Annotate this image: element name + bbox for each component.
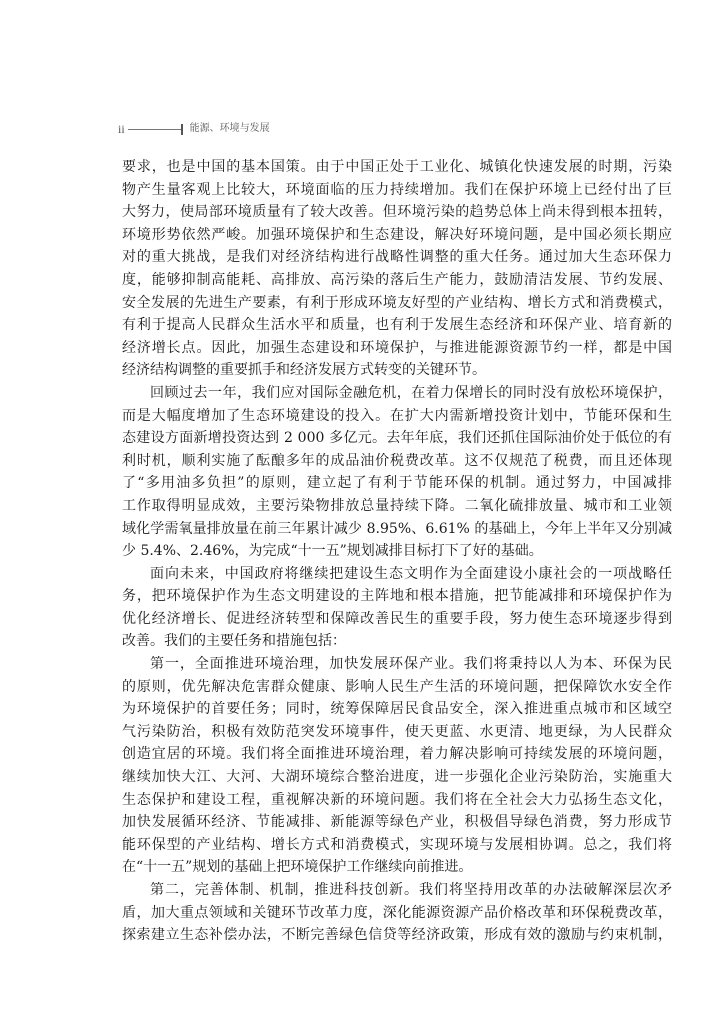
header-bar — [181, 124, 183, 135]
text-line: 对的重大挑战，是我们对经济结构进行战略性调整的重大任务。通过加大生态环保力 — [122, 249, 672, 266]
text-line: 能环保型的产业结构、增长方式和消费模式，实现环境与发展相协调。总之，我们将 — [122, 836, 672, 853]
text-line: 第一，全面推进环境治理，加快发展环保产业。我们将秉持以人为本、环保为民 — [150, 656, 672, 673]
text-line: 生态保护和建设工程，重视解决新的环境问题。我们将在全社会大力弘扬生态文化， — [122, 791, 672, 808]
text-line: 环境形势依然严峻。加强环境保护和生态建设，解决好环境问题，是中国必须长期应 — [122, 226, 672, 243]
text-line: 而是大幅度增加了生态环境建设的投入。在扩大内需新增投资计划中，节能环保和生 — [122, 407, 672, 424]
text-line: 有利于提高人民群众生活水平和质量，也有利于发展生态经济和环保产业、培育新的 — [122, 317, 672, 334]
page-number: ii — [118, 122, 125, 136]
text-line: 了“多用油多负担”的原则，建立起了有利于节能环保的机制。通过努力，中国减排 — [122, 475, 672, 492]
text-line: 度，能够抑制高能耗、高排放、高污染的落后生产能力，鼓励清洁发展、节约发展、 — [122, 271, 672, 288]
text-line: 务，把环境保护作为生态文明建设的主阵地和根本措施，把节能减排和环境保护作为 — [122, 588, 672, 605]
text-line: 大努力，使局部环境质量有了较大改善。但环境污染的趋势总体上尚未得到根本扭转， — [122, 204, 672, 221]
text-line: 优化经济增长、促进经济转型和保障改善民生的重要手段，努力使生态环境逐步得到 — [122, 610, 672, 627]
text-line: 安全发展的先进生产要素，有利于形成环境友好型的产业结构、增长方式和消费模式， — [122, 294, 672, 311]
text-line: 少 5.4%、2.46%，为完成“十一五”规划减排目标打下了好的基础。 — [122, 543, 543, 560]
running-header — [118, 122, 270, 136]
text-line: 加快发展循环经济、节能减排、新能源等绿色产业，积极倡导绿色消费，努力形成节 — [122, 814, 672, 831]
text-line: 为环境保护的首要任务；同时，统筹保障居民食品安全，深入推进重点城市和区域空 — [122, 701, 672, 718]
text-line: 经济增长点。因此，加强生态建设和环境保护，与推进能源资源节约一样，都是中国 — [122, 339, 672, 356]
text-line: 域化学需氧量排放量在前三年累计减少 8.95%、6.61% 的基础上，今年上半年又分别减 — [122, 520, 672, 537]
text-line: 气污染防治，积极有效防范突发环境事件，使天更蓝、水更清、地更绿，为人民群众 — [122, 723, 672, 740]
text-line: 态建设方面新增投资达到 2 000 多亿元。去年年底，我们还抓住国际油价处于低位的有 — [122, 430, 672, 447]
text-line: 第二，完善体制、机制，推进科技创新。我们将坚持用改革的办法破解深层次矛 — [150, 882, 672, 898]
text-line: 面向未来，中国政府将继续把建设生态文明作为全面建设小康社会的一项战略任 — [150, 565, 672, 582]
text-line: 工作取得明显成效，主要污染物排放总量持续下降。二氧化硫排放量、城市和工业领 — [122, 497, 672, 514]
text-line: 回顾过去一年，我们应对国际金融危机，在着力保增长的同时没有放松环境保护， — [150, 384, 672, 401]
text-line: 的原则，优先解决危害群众健康、影响人民生产生活的环境问题，把保障饮水安全作 — [122, 678, 672, 695]
text-line: 创造宜居的环境。我们将全面推进环境治理，着力解决影响可持续发展的环境问题， — [122, 746, 672, 763]
text-line: 改善。我们的主要任务和措施包括： — [122, 633, 346, 650]
text-line: 在“十一五”规划的基础上把环境保护工作继续向前推进。 — [122, 859, 473, 876]
text-line: 利时机，顺利实施了酝酿多年的成品油价税费改革。这不仅规范了税费，而且还体现 — [122, 452, 672, 469]
book-title: 能源、环境与发展 — [189, 123, 270, 134]
body-text — [122, 156, 672, 947]
header-rule — [128, 129, 181, 130]
text-line: 经济结构调整的重要抓手和经济发展方式转变的关键环节。 — [122, 362, 486, 379]
text-line: 探索建立生态补偿办法，不断完善绿色信贷等经济政策，形成有效的激励与约束机制， — [122, 927, 672, 944]
text-line: 继续加快大江、大河、大湖环境综合整治进度，进一步强化企业污染防治，实施重大 — [122, 769, 672, 786]
text-line: 物产生量客观上比较大，环境面临的压力持续增加。我们在保护环境上已经付出了巨 — [122, 181, 672, 198]
text-line: 盾，加大重点领域和关键环节改革力度，深化能源资源产品价格改革和环保税费改革， — [122, 904, 672, 921]
text-line: 要求，也是中国的基本国策。由于中国正处于工业化、城镇化快速发展的时期，污染 — [122, 159, 672, 175]
